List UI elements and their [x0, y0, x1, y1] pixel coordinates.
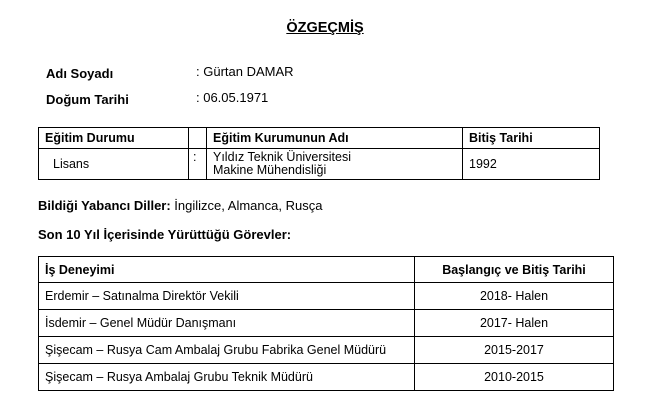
institution-department: Makine Mühendisliği	[213, 163, 327, 177]
table-row	[39, 283, 614, 310]
work-header-job: İş Deneyimi	[39, 257, 415, 283]
duties-heading: Son 10 Yıl İçerisinde Yürüttüğü Görevler:	[38, 227, 292, 242]
work-dates: 2010-2015	[415, 364, 614, 391]
work-job: Şişecam – Rusya Ambalaj Grubu Teknik Müdürü	[39, 364, 415, 391]
institution-name: Yıldız Teknik Üniversitesi	[213, 150, 352, 164]
work-dates: 2015-2017	[415, 337, 614, 364]
education-header-separator	[189, 128, 207, 149]
education-row	[39, 149, 600, 180]
table-row	[39, 310, 614, 337]
education-separator: :	[189, 149, 207, 180]
birth-date-value: : 06.05.1971	[196, 90, 269, 105]
languages-value: İngilizce, Almanca, Rusça	[170, 198, 323, 213]
education-header-institution: Eğitim Kurumunun Adı	[207, 128, 463, 149]
education-header-row	[39, 128, 600, 149]
table-row	[39, 337, 614, 364]
work-job: İsdemir – Genel Müdür Danışmanı	[39, 310, 415, 337]
work-header-dates: Başlangıç ve Bitiş Tarihi	[415, 257, 614, 283]
work-header-row	[39, 257, 614, 283]
work-experience-table	[38, 256, 614, 391]
education-end-year: 1992	[463, 149, 600, 180]
languages-label: Bildiği Yabancı Diller:	[38, 198, 171, 213]
education-header-degree: Eğitim Durumu	[39, 128, 189, 149]
birth-date-label: Doğum Tarihi	[46, 92, 129, 107]
work-dates: 2017- Halen	[415, 310, 614, 337]
education-header-end-date: Bitiş Tarihi	[463, 128, 600, 149]
name-label: Adı Soyadı	[46, 66, 114, 81]
languages-line	[38, 198, 322, 213]
table-row	[39, 364, 614, 391]
education-degree: Lisans	[39, 149, 189, 180]
page-title: ÖZGEÇMİŞ	[286, 20, 364, 36]
work-job: Şişecam – Rusya Cam Ambalaj Grubu Fabrika Genel Müdürü	[39, 337, 415, 364]
name-value: : Gürtan DAMAR	[196, 64, 294, 79]
education-table	[38, 127, 600, 180]
work-dates: 2018- Halen	[415, 283, 614, 310]
education-institution	[207, 149, 463, 180]
work-job: Erdemir – Satınalma Direktör Vekili	[39, 283, 415, 310]
